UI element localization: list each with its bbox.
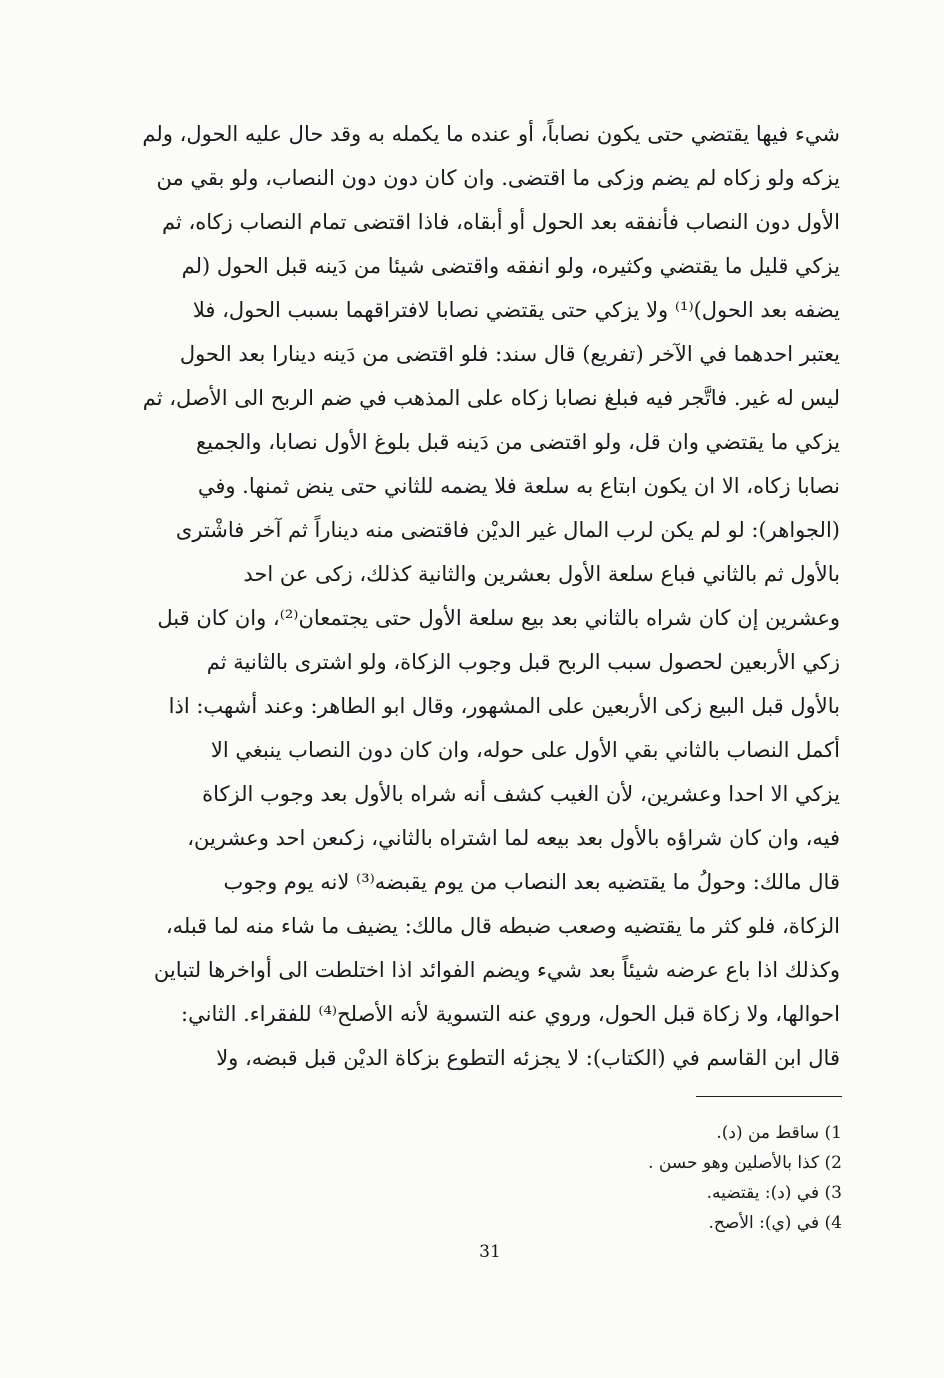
text-line-4: يزكي قليل ما يقتضي وكثيره، ولو انفقه واقتضى شيئا من دَينه قبل الحول (لم [181,254,840,278]
text-line-2: يزكه ولو زكاه لم يضم وزكى ما اقتضى. وان كان دون دون النصاب، ولو بقي من [156,166,840,190]
text-line-5: يضفه بعد الحول)⁽¹⁾ ولا يزكي حتى يقتضي نصابا لافتراقهما بسبب الحول، فلا [192,298,840,322]
text-line-14: بالأول قبل البيع زكى الأربعين على المشهور، وقال ابو الطاهر: وعند أشهب: اذا [168,694,840,718]
page-number: 31 [479,1242,501,1262]
footnote-separator [696,1096,842,1097]
footnote-3: 3) في (د): يقتضيه. [706,1183,842,1203]
text-line-10: (الجواهر): لو لم يكن لرب المال غير الديْن فاقتضى منه ديناراً ثم آخر فاشْترى [175,518,840,542]
footnotes-block [500,1118,842,1238]
main-text-block [138,112,840,1080]
text-line-8: يزكي ما يقتضي وان قل، ولو اقتضى من دَينه قبل بلوغ الأول نصابا، والجميع [195,430,840,454]
text-line-21: احوالها، ولا زكاة قبل الحول، وروي عنه التسوية لأنه الأصلح⁽⁴⁾ للفقراء. الثاني: [181,1002,840,1026]
footnote-2: 2) كذا بالأصلين وهو حسن . [648,1153,842,1173]
text-line-15: أكمل النصاب بالثاني بقي الأول على حوله، وان كان دون النصاب ينبغي الا [210,738,840,762]
text-line-17: فيه، وان كان شراؤه بالأول بعد بيعه لما اشتراه بالثاني، زكىعن احد وعشرين، [187,826,840,850]
text-line-1: شيء فيها يقتضي حتى يكون نصاباً، أو عنده ما يكمله به وقد حال عليه الحول، ولم [142,122,840,146]
text-line-18: قال مالك: وحولُ ما يقتضيه بعد النصاب من يوم يقبضه⁽³⁾ لانه يوم وجوب [223,870,840,894]
text-line-16: يزكي الا احدا وعشرين، لأن الغيب كشف أنه شراه بالأول بعد وجوب الزكاة [202,782,840,806]
text-line-6: يعتبر احدهما في الآخر (تفريع) قال سند: فلو اقتضى من دَينه دينارا بعد الحول [179,342,840,366]
footnote-1: 1) ساقط من (د). [716,1123,842,1143]
text-line-7: ليس له غير. فاتَّجر فيه فبلغ نصابا زكاه على المذهب في ضم الربح الى الأصل، ثم [142,386,840,410]
text-line-12: وعشرين إن كان شراه بالثاني بعد بيع سلعة الأول حتى يجتمعان⁽²⁾، وان كان قبل [157,606,840,630]
text-line-13: زكي الأربعين لحصول سبب الربح قبل وجوب الزكاة، ولو اشترى بالثانية ثم [206,650,840,674]
text-line-20: وكذلك اذا باع عرضه شيئاً بعد شيء ويضم الفوائد اذا اختلطت الى أواخرها لتباين [153,958,840,982]
text-line-9: نصابا زكاه، الا ان يكون ابتاع به سلعة فلا يضمه للثاني حتى ينض ثمنها. وفي [197,474,840,498]
text-line-22: قال ابن القاسم في (الكتاب): لا يجزئه التطوع بزكاة الديْن قبل قبضه، ولا [216,1046,840,1070]
footnote-4: 4) في (ي): الأصح. [708,1213,842,1233]
text-line-11: بالأول ثم بالثاني فباع سلعة الأول بعشرين والثانية كذلك، زكى عن احد [243,562,840,586]
text-line-3: الأول دون النصاب فأنفقه بعد الحول أو أبقاه، فاذا اقتضى تمام النصاب زكاه، ثم [161,210,840,234]
text-line-19: الزكاة، فلو كثر ما يقتضيه وصعب ضبطه قال مالك: يضيف ما شاء منه لما قبله، [165,914,840,938]
